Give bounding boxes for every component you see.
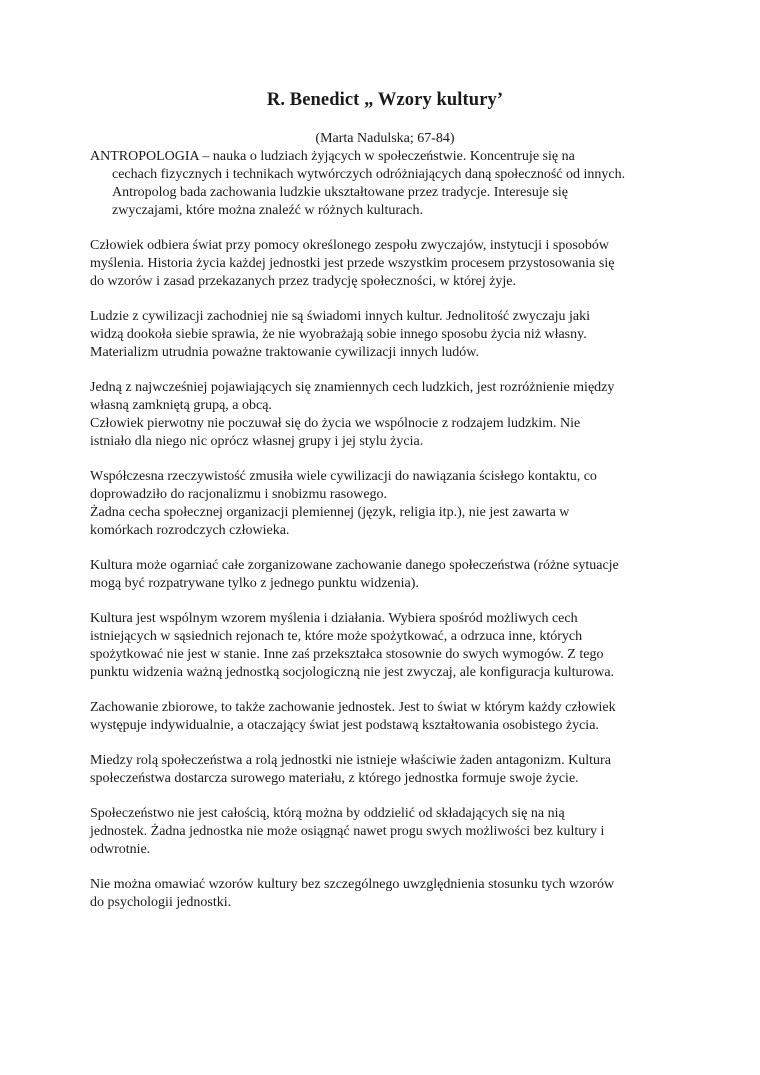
paragraph-line: odwrotnie. — [90, 842, 151, 857]
paragraph-line: Żadna cecha społecznej organizacji plemiennej (język, religia itp.), nie jest zawarta w — [90, 505, 570, 520]
paragraph — [90, 308, 680, 362]
paragraph-line: zwyczajami, które można znaleźć w różnych kulturach. — [112, 203, 423, 218]
paragraph-gap — [90, 451, 680, 468]
paragraph-line: własną zamkniętą grupą, a obcą. — [90, 398, 272, 413]
paragraph-line: spożytkować nie jest w stanie. Inne zaś przekształca stosownie do swych wymogów. Z tego — [90, 647, 604, 662]
paragraph-gap — [90, 859, 680, 876]
paragraph-line: myślenia. Historia życia każdej jednostki jest przede wszystkim procesem przystosowania się — [90, 256, 615, 271]
paragraph-line: punktu widzenia ważną jednostką socjologiczną nie jest zwyczaj, ale konfiguracja kulturowa. — [90, 665, 615, 680]
paragraph — [90, 699, 680, 735]
document-page — [90, 88, 680, 912]
paragraph-line: doprowadziło do racjonalizmu i snobizmu rasowego. — [90, 487, 388, 502]
paragraph-gap — [90, 291, 680, 308]
paragraph-gap — [90, 540, 680, 557]
paragraph — [90, 610, 680, 682]
paragraph — [90, 805, 680, 859]
paragraph-line: Społeczeństwo nie jest całością, którą można by oddzielić od składających się na nią — [90, 806, 565, 821]
paragraph — [90, 752, 680, 788]
paragraph-line: widzą dookoła siebie sprawia, że nie wyobrażają sobie innego sposobu życia niż własny. — [90, 327, 587, 342]
paragraph-gap — [90, 788, 680, 805]
paragraph-line: komórkach rozrodczych człowieka. — [90, 523, 290, 538]
paragraph-gap — [90, 362, 680, 379]
paragraph-line: Człowiek odbiera świat przy pomocy określonego zespołu zwyczajów, instytucji i sposobów — [90, 238, 609, 253]
paragraph-line: Nie można omawiać wzorów kultury bez szczególnego uwzględnienia stosunku tych wzorów — [90, 877, 615, 892]
paragraph-line: występuje indywidualnie, a otaczający świat jest podstawą kształtowania osobistego życia. — [90, 718, 599, 733]
paragraph-line: Kultura może ogarniać całe zorganizowane zachowanie danego społeczeństwa (różne sytuacje — [90, 558, 619, 573]
paragraph-line: istniało dla niego nic oprócz własnej grupy i jej stylu życia. — [90, 434, 424, 449]
paragraph-line: cechach fizycznych i technikach wytwórczych odróżniających daną społeczność od innych. — [112, 167, 626, 182]
paragraph-line: do wzorów i zasad przekazanych przez tradycję społeczności, w której żyje. — [90, 274, 517, 289]
paragraph-line: Ludzie z cywilizacji zachodniej nie są świadomi innych kultur. Jednolitość zwyczaju jaki — [90, 309, 590, 324]
document-title: R. Benedict „ Wzory kultury’ — [266, 90, 504, 110]
paragraph-gap — [90, 593, 680, 610]
paragraph-line: Współczesna rzeczywistość zmusiła wiele cywilizacji do nawiązania ścisłego kontaktu, co — [90, 469, 597, 484]
document-subtitle: (Marta Nadulska; 67-84) — [315, 131, 455, 146]
paragraph-line: Człowiek pierwotny nie poczuwał się do życia we wspólnocie z rodzajem ludzkim. Nie — [90, 416, 581, 431]
paragraph-gap — [90, 220, 680, 237]
document-body — [90, 148, 680, 912]
paragraph — [90, 468, 680, 540]
paragraph-line: społeczeństwa dostarcza surowego materiału, z którego jednostka formuje swoje życie. — [90, 771, 579, 786]
paragraph-gap — [90, 735, 680, 752]
paragraph-line: istniejących w sąsiednich rejonach te, które może spożytkować, a odrzuca inne, których — [90, 629, 583, 644]
paragraph-line: jednostek. Żadna jednostka nie może osiągnąć nawet progu swych możliwości bez kultury i — [90, 824, 605, 839]
paragraph-line: Materializm utrudnia poważne traktowanie cywilizacji innych ludów. — [90, 345, 480, 360]
paragraph — [90, 557, 680, 593]
paragraph — [90, 237, 680, 291]
intro-paragraph — [90, 148, 680, 220]
paragraph-line: Miedzy rolą społeczeństwa a rolą jednostki nie istnieje właściwie żaden antagonizm. Kultura — [90, 753, 611, 768]
paragraph — [90, 379, 680, 451]
paragraph — [90, 876, 680, 912]
paragraph-line: ANTROPOLOGIA – nauka o ludziach żyjących w społeczeństwie. Koncentruje się na — [90, 149, 575, 164]
paragraph-gap — [90, 682, 680, 699]
paragraph-line: mogą być rozpatrywane tylko z jednego punktu widzenia). — [90, 576, 419, 591]
paragraph-line: Jedną z najwcześniej pojawiających się znamiennych cech ludzkich, jest rozróżnienie między — [90, 380, 615, 395]
paragraph-line: Zachowanie zbiorowe, to także zachowanie jednostek. Jest to świat w którym każdy człowiek — [90, 700, 616, 715]
paragraph-line: Kultura jest wspólnym wzorem myślenia i działania. Wybiera spośród możliwych cech — [90, 611, 578, 626]
paragraph-line: Antropolog bada zachowania ludzkie ukształtowane przez tradycje. Interesuje się — [112, 185, 568, 200]
paragraph-line: do psychologii jednostki. — [90, 895, 232, 910]
